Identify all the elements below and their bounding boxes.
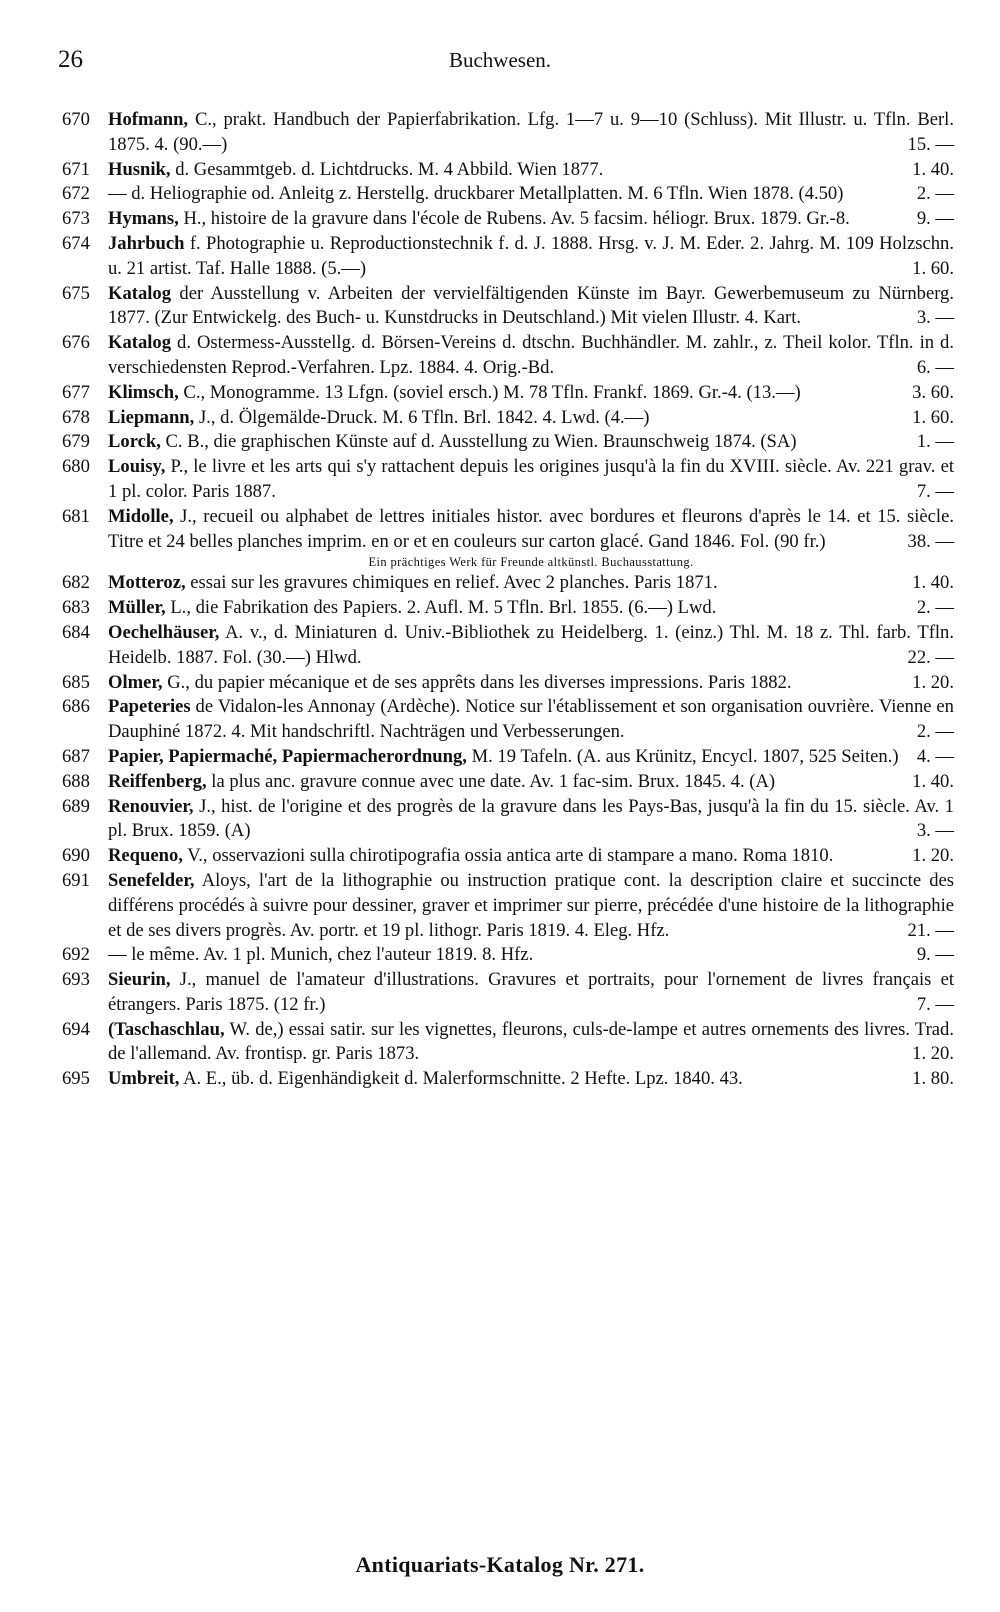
entry-number: 670	[62, 109, 90, 130]
catalog-entry	[62, 282, 954, 332]
entry-number: 686	[62, 696, 90, 718]
catalog-entry	[62, 745, 954, 770]
entry-description: W. de,) essai satir. sur les vignettes, fleurons, culs-de-lampe et autres ornements des livres. Trad. de l'allemand. Av. frontisp. gr. Paris 1873.	[108, 1018, 955, 1065]
catalog-entry	[62, 108, 954, 158]
catalog-entry	[62, 158, 954, 183]
entry-description: L., die Fabrikation des Papiers. 2. Aufl. M. 5 Tfln. Brl. 1855. (6.—) Lwd.	[170, 597, 717, 619]
entry-number: 675	[62, 282, 90, 304]
entry-number: 676	[62, 332, 90, 354]
entry-number: 694	[62, 1018, 90, 1040]
catalog-entry	[62, 1018, 954, 1068]
entry-description: J., hist. de l'origine et des progrès de la gravure dans les Pays-Bas, jusqu'à la fin du 15. siècle. Av. 1 pl. Brux. 1859. (A)	[108, 795, 954, 842]
entry-number: 671	[62, 158, 90, 180]
entry-description: C., Monogramme. 13 Lfgn. (soviel ersch.) M. 78 Tfln. Frankf. 1869. Gr.-4. (13.—)	[183, 381, 801, 403]
entry-price: 4. —	[916, 745, 954, 767]
catalog-entry	[62, 621, 954, 671]
entry-price: 3. 60.	[912, 381, 954, 403]
entry-description: der Ausstellung v. Arbeiten der vervielfältigenden Künste im Bayr. Gewerbemuseum zu Nürnberg. 1877. (Zur Entwickelg. des Buch- u. Kunstdrucks in Deutschland.) Mit vielen Illustr. 4. Kart.	[108, 282, 954, 329]
catalog-entry	[62, 406, 954, 431]
entry-author: Papier, Papiermaché, Papiermacherordnung,	[108, 745, 467, 767]
entry-description: la plus anc. gravure connue avec une date. Av. 1 fac-sim. Brux. 1845. 4. (A)	[211, 770, 776, 792]
entry-number: 679	[62, 431, 90, 453]
entry-price: 9. —	[916, 208, 954, 230]
entry-description: J., recueil ou alphabet de lettres initiales histor. avec bordures et fleurons d'après le 14. et 15. siècle. Titre et 24 belles planches imprim. en or et en couleurs sur carton glacé. Gand 1846. Fol. (90 fr.)	[108, 505, 955, 552]
entry-description: Aloys, l'art de la lithographie ou instruction pratique cont. la description claire et succincte des différens procédés à suivre pour dessiner, graver et imprimer sur pierre, précédée d'une histoire de la lithographie et de ses divers progrès. Av. portr. et 19 pl. lithogr. Paris 1819. 4. Eleg. Hfz.	[108, 869, 954, 941]
entry-price: 7. —	[916, 993, 954, 1015]
entry-price: 15. —	[907, 133, 954, 155]
entry-price: 1. 60.	[912, 406, 954, 428]
entry-price: 1. 20.	[912, 671, 954, 693]
catalog-entries	[62, 108, 954, 1092]
catalog-entry	[62, 795, 954, 845]
entry-price: 38. —	[907, 530, 954, 552]
entry-description: d. Ostermess-Ausstellg. d. Börsen-Vereins d. dtschn. Buchhändler. M. zahlr., z. Theil kolor. Tfln. in d. verschiedensten Reprod.-Verfahren. Lpz. 1884. 4. Orig.-Bd.	[108, 332, 954, 378]
catalog-entry	[62, 869, 954, 943]
entry-price: 1. 60.	[912, 257, 954, 279]
entry-number: 688	[62, 770, 90, 792]
catalog-entry	[62, 571, 954, 596]
entry-description: M. 19 Tafeln. (A. aus Krünitz, Encycl. 1807, 525 Seiten.)	[471, 745, 899, 767]
catalog-entry	[62, 671, 954, 696]
entry-author: (Taschaschlau,	[108, 1018, 225, 1040]
running-title: Buchwesen.	[448, 48, 552, 72]
entry-price: 1. —	[916, 431, 954, 453]
entry-price: 1. 40.	[912, 770, 954, 792]
catalog-entry	[62, 505, 954, 572]
entry-number: 682	[62, 572, 90, 594]
entry-number: 690	[62, 845, 90, 867]
entry-author: Umbreit,	[108, 1068, 180, 1090]
entry-description: C., prakt. Handbuch der Papierfabrikation. Lfg. 1—7 u. 9—10 (Schluss). Mit Illustr. u. Tfln. Berl. 1875. 4. (90.—)	[108, 109, 954, 155]
entry-description: A. v., d. Miniaturen d. Univ.-Bibliothek zu Heidelberg. 1. (einz.) Thl. M. 18 z. Thl. farb. Tfln. Heidelb. 1887. Fol. (30.—) Hlwd.	[108, 621, 954, 668]
catalog-entry	[62, 381, 954, 406]
entry-number: 691	[62, 869, 90, 891]
catalog-entry	[62, 695, 954, 745]
entry-price: 1. 80.	[912, 1068, 954, 1090]
catalog-entry	[62, 430, 954, 455]
entry-price: 1. 40.	[912, 158, 954, 180]
entry-number: 687	[62, 745, 90, 767]
entry-number: 693	[62, 969, 90, 991]
entry-author: Klimsch,	[108, 381, 179, 403]
entry-number: 674	[62, 232, 90, 254]
entry-note: Ein prächtiges Werk für Freunde altkünstl. Buchausstattung.	[368, 555, 694, 570]
entry-author: Oechelhäuser,	[108, 621, 220, 643]
entry-author: Olmer,	[108, 671, 163, 693]
entry-author: Hofmann,	[108, 109, 189, 130]
entry-description: C. B., die graphischen Künste auf d. Ausstellung zu Wien. Braunschweig 1874. (SA)	[165, 431, 797, 453]
entry-number: 685	[62, 671, 90, 693]
entry-number: 678	[62, 406, 90, 428]
entry-description: G., du papier mécanique et de ses apprêts dans les diverses impressions. Paris 1882.	[167, 671, 792, 693]
entry-author: Katalog	[108, 282, 172, 304]
catalog-entry	[62, 770, 954, 795]
catalog-entry	[62, 943, 954, 968]
entry-price: 2. —	[916, 721, 954, 743]
entry-price: 3. —	[916, 820, 954, 842]
entry-price: 22. —	[907, 646, 954, 668]
catalog-entry	[62, 968, 954, 1018]
entry-author: Midolle,	[108, 505, 174, 527]
entry-author: Renouvier,	[108, 795, 194, 817]
entry-author: Senefelder,	[108, 869, 195, 891]
entry-price: 2. —	[916, 597, 954, 619]
entry-number: 684	[62, 621, 90, 643]
entry-author: Husnik,	[108, 158, 171, 180]
entry-author: Sieurin,	[108, 969, 171, 991]
entry-description: J., d. Ölgemälde-Druck. M. 6 Tfln. Brl. 1842. 4. Lwd. (4.—)	[198, 406, 650, 428]
catalog-footer: Antiquariats-Katalog Nr. 271.	[355, 1552, 645, 1577]
entry-price: 1. 20.	[912, 845, 954, 867]
entry-author: Katalog	[108, 332, 172, 354]
entry-description: — le même. Av. 1 pl. Munich, chez l'auteur 1819. 8. Hfz.	[108, 944, 534, 966]
entry-author: Hymans,	[108, 208, 179, 230]
catalog-entry	[62, 844, 954, 869]
entry-description: H., histoire de la gravure dans l'école de Rubens. Av. 5 facsim. héliogr. Brux. 1879. Gr.-8.	[183, 208, 850, 230]
catalog-entry	[62, 232, 954, 282]
entry-price: 3. —	[916, 307, 954, 329]
entry-price: 9. —	[916, 944, 954, 966]
catalog-entry	[62, 182, 954, 207]
catalog-entry	[62, 596, 954, 621]
entry-price: 2. —	[916, 183, 954, 205]
catalog-entry	[62, 455, 954, 505]
entry-author: Jahrbuch	[108, 232, 185, 254]
entry-price: 6. —	[916, 356, 954, 378]
entry-description: de Vidalon-les Annonay (Ardèche). Notice sur l'établissement et son organisation ouvrière. Vienne en Dauphiné 1872. 4. Mit handschriftl. Nachträgen und Verbesserungen.	[108, 696, 954, 743]
entry-author: Müller,	[108, 597, 166, 619]
entry-number: 681	[62, 505, 90, 527]
entry-price: 1. 20.	[912, 1043, 954, 1065]
entry-price: 7. —	[916, 480, 954, 502]
entry-number: 673	[62, 208, 90, 230]
entry-number: 683	[62, 597, 90, 619]
entry-number: 689	[62, 795, 90, 817]
page-number: 26	[58, 46, 83, 73]
entry-price: 21. —	[907, 919, 954, 941]
entry-number: 672	[62, 183, 90, 205]
entry-description: d. Gesammtgeb. d. Lichtdrucks. M. 4 Abbild. Wien 1877.	[175, 158, 604, 180]
entry-author: Reiffenberg,	[108, 770, 207, 792]
entry-author: Liepmann,	[108, 406, 195, 428]
entry-description: V., osservazioni sulla chirotipografia ossia antica arte di stampare a mano. Roma 1810.	[187, 845, 834, 867]
entry-price: 1. 40.	[912, 572, 954, 594]
entry-author: Motteroz,	[108, 572, 186, 594]
entry-description: A. E., üb. d. Eigenhändigkeit d. Malerformschnitte. 2 Hefte. Lpz. 1840. 43.	[183, 1068, 743, 1090]
entry-author: Requeno,	[108, 845, 183, 867]
catalog-entry	[62, 1067, 954, 1092]
entry-number: 677	[62, 381, 90, 403]
entry-number: 695	[62, 1068, 90, 1090]
entry-description: J., manuel de l'amateur d'illustrations. Gravures et portraits, pour l'ornement de livres français et étrangers. Paris 1875. (12 fr.)	[108, 969, 954, 1015]
entry-description: essai sur les gravures chimiques en relief. Avec 2 planches. Paris 1871.	[190, 572, 718, 594]
catalog-entry	[62, 207, 954, 232]
entry-author: Lorck,	[108, 431, 161, 453]
entry-number: 692	[62, 944, 90, 966]
entry-description: — d. Heliographie od. Anleitg z. Herstellg. druckbarer Metallplatten. M. 6 Tfln. Wien 1878. (4.50)	[108, 183, 844, 205]
entry-author: Papeteries	[108, 696, 191, 718]
entry-number: 680	[62, 456, 90, 478]
entry-description: P., le livre et les arts qui s'y rattachent depuis les origines jusqu'à la fin du XVIII. siècle. Av. 221 grav. et 1 pl. color. Paris 1887.	[108, 456, 954, 502]
entry-author: Louisy,	[108, 456, 166, 478]
entry-description: f. Photographie u. Reproductionstechnik f. d. J. 1888. Hrsg. v. J. M. Eder. 2. Jahrg. M. 109 Holzschn. u. 21 artist. Taf. Halle 1888. (5.—)	[108, 232, 954, 279]
page-header	[0, 46, 1000, 80]
catalog-entry	[62, 331, 954, 381]
